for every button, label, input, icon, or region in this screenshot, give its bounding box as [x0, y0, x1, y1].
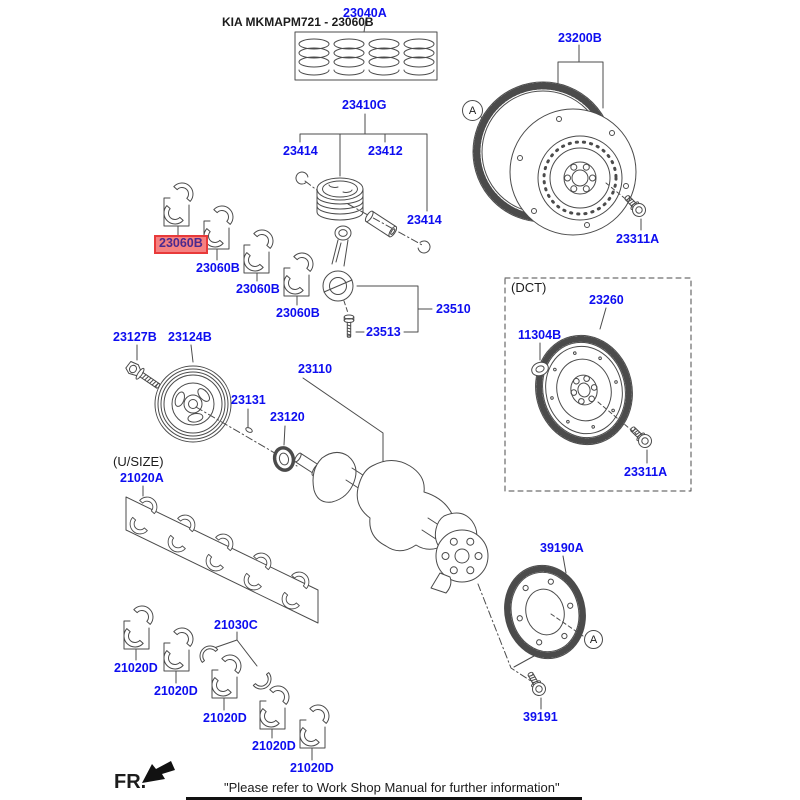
- part-label-39191[interactable]: 39191: [523, 710, 558, 724]
- part-label-21020d-2[interactable]: 21020D: [154, 684, 198, 698]
- drive-plate-drawing: [478, 556, 595, 709]
- part-label-23311a-top[interactable]: 23311A: [616, 232, 660, 246]
- part-label-23412[interactable]: 23412: [368, 144, 403, 158]
- part-label-23124b[interactable]: 23124B: [168, 330, 212, 344]
- view-marker-a-top: A: [462, 100, 483, 121]
- fr-direction-arrow: [142, 761, 175, 783]
- fr-indicator: FR.: [114, 771, 147, 793]
- dct-group-drawing: [505, 278, 691, 491]
- part-label-23120[interactable]: 23120: [270, 410, 305, 424]
- crankshaft-drawing: [292, 378, 488, 593]
- part-label-23127b[interactable]: 23127B: [113, 330, 157, 344]
- dct-group-label: (DCT): [511, 280, 547, 295]
- part-label-23510[interactable]: 23510: [436, 302, 471, 316]
- part-label-23060b-2[interactable]: 23060B: [196, 261, 240, 275]
- footer-note: "Please refer to Work Shop Manual for further information": [224, 780, 560, 795]
- part-label-21030c[interactable]: 21030C: [214, 618, 258, 632]
- part-label-23410g[interactable]: 23410G: [342, 98, 387, 112]
- part-label-23414-right[interactable]: 23414: [407, 213, 442, 227]
- part-label-23040a[interactable]: 23040A: [343, 6, 387, 20]
- part-label-23513[interactable]: 23513: [366, 325, 401, 339]
- view-marker-a-bottom: A: [584, 630, 603, 649]
- part-label-11304b[interactable]: 11304B: [518, 328, 562, 342]
- part-label-21020d-5[interactable]: 21020D: [290, 761, 334, 775]
- flywheel-drawing: [473, 45, 648, 235]
- part-label-23260[interactable]: 23260: [589, 293, 624, 307]
- part-label-21020d-1[interactable]: 21020D: [114, 661, 158, 675]
- part-label-21020a[interactable]: 21020A: [120, 471, 164, 485]
- part-label-23110[interactable]: 23110: [298, 362, 333, 376]
- undersize-bearing-set-drawing: [126, 486, 318, 623]
- part-label-23131[interactable]: 23131: [231, 393, 266, 407]
- part-label-21020d-4[interactable]: 21020D: [252, 739, 296, 753]
- catalog-code-title: KIA MKMAPM721 - 23060B: [222, 15, 374, 29]
- part-label-21020d-3[interactable]: 21020D: [203, 711, 247, 725]
- part-label-23060b-3[interactable]: 23060B: [236, 282, 280, 296]
- part-label-39190a[interactable]: 39190A: [540, 541, 584, 555]
- part-label-23060b-4[interactable]: 23060B: [276, 306, 320, 320]
- part-label-23200b[interactable]: 23200B: [558, 31, 602, 45]
- part-label-23060b-highlighted[interactable]: 23060B: [154, 235, 208, 254]
- connecting-rod-drawing: [323, 226, 432, 337]
- undersize-group-label: (U/SIZE): [113, 454, 164, 469]
- part-label-23311a-dct[interactable]: 23311A: [624, 465, 668, 479]
- part-label-23414-left[interactable]: 23414: [283, 144, 318, 158]
